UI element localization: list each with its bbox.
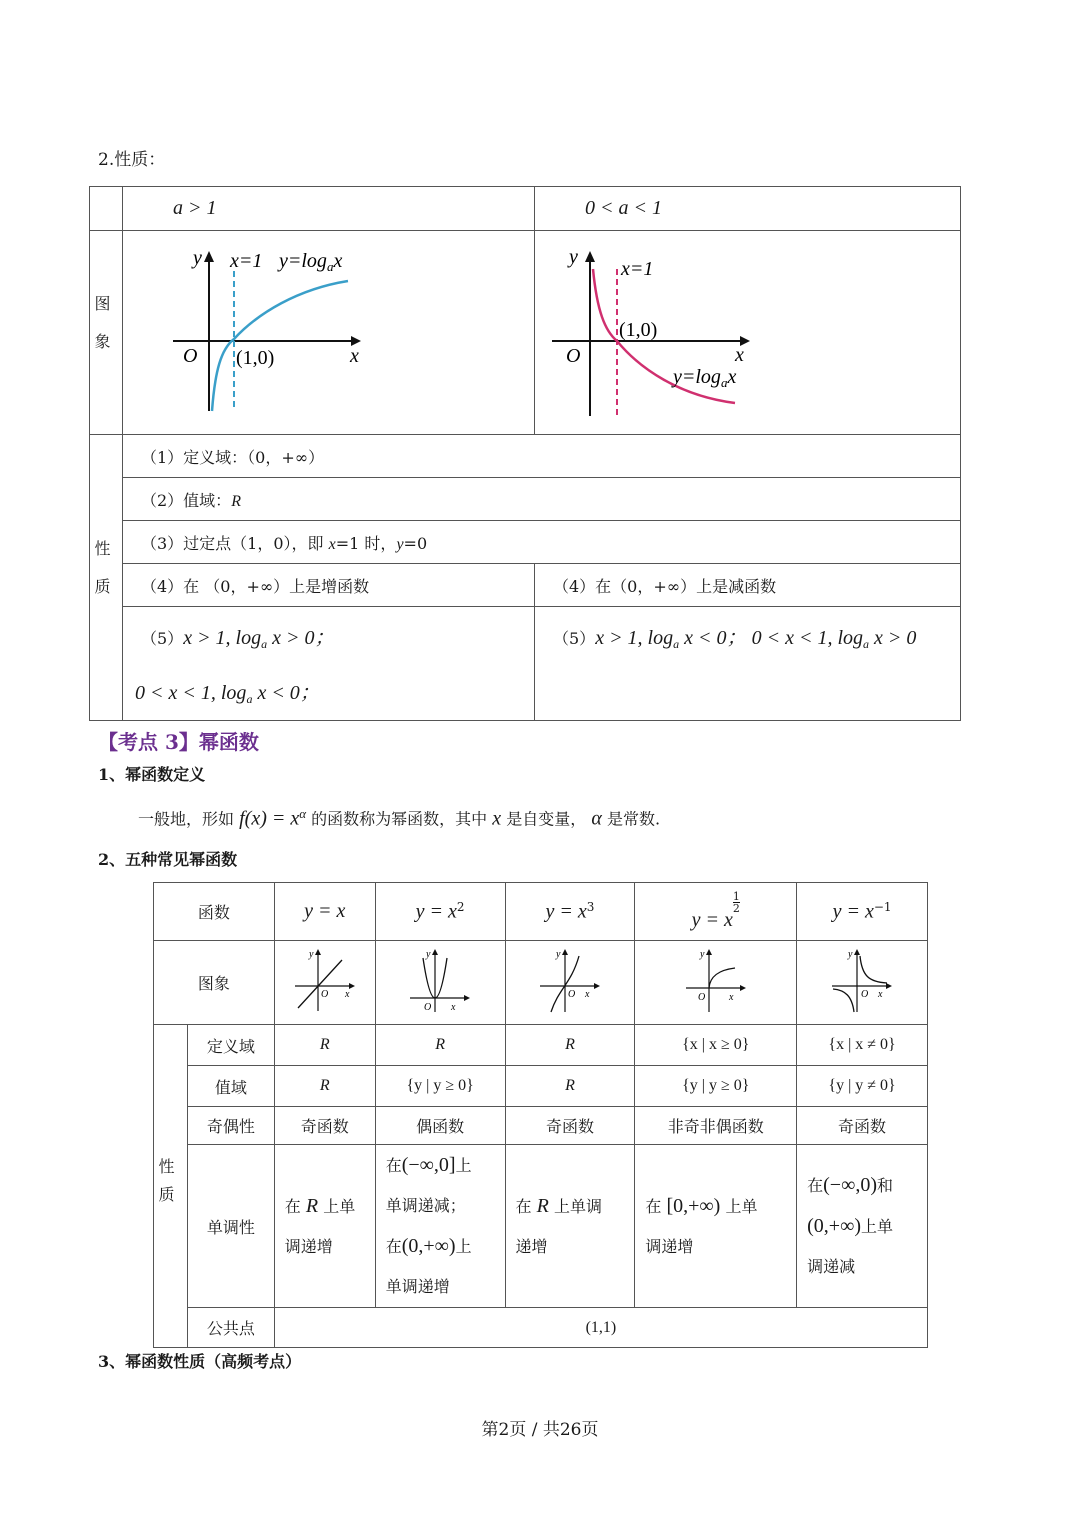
svg-text:y: y (555, 948, 561, 960)
arrow-icon (349, 983, 355, 989)
svg-text:y: y (699, 948, 705, 960)
mono-y-inverse: 在(−∞,0)和 (0,+∞)上单 调递减 (797, 1145, 928, 1308)
domain-value: R (505, 1025, 635, 1066)
graph-right-cell (535, 231, 961, 435)
graph-parabola (405, 946, 475, 1016)
five-functions-heading: 2、五种常见幂函数 (98, 850, 238, 869)
func-y-inverse: $y = x^{-1}$ (797, 883, 928, 941)
arrow-icon (315, 949, 321, 955)
log-graph-decreasing (535, 231, 960, 430)
header-a-gt-1: a > 1 (123, 187, 535, 231)
power-function-table (153, 882, 928, 1348)
arrow-icon (432, 949, 438, 955)
graph-y-x-cell (274, 941, 375, 1025)
parity-value: 非奇非偶函数 (635, 1107, 797, 1145)
x-label: x (350, 345, 359, 367)
point-label: (1,0) (619, 319, 658, 341)
range-value: {y | y ≥ 0} (375, 1066, 505, 1107)
svg-text:O: O (320, 988, 328, 1000)
svg-text:y: y (426, 948, 431, 960)
graph-left-cell (123, 231, 535, 435)
kaodian-title: 【考点 3】幂函数 (98, 730, 259, 754)
svg-text:x: x (584, 988, 590, 1000)
graph-y-x3-cell (505, 941, 635, 1025)
graph-linear (290, 946, 360, 1016)
prop-range: （2）值域：R (123, 478, 961, 521)
curve-label: $y=\log_ax$ (673, 366, 737, 390)
domain-value: R (375, 1025, 505, 1066)
graph-hyperbola (827, 946, 897, 1016)
func-y-sqrt: y = x $\frac{1}{2}$ (635, 883, 797, 941)
prop-monotonic-decreasing: （4）在（0，+∞）上是减函数 (535, 564, 961, 607)
range-value: R (505, 1066, 635, 1107)
mono-y-sqrt: 在 [0,+∞) 上单 调递增 (635, 1145, 797, 1308)
x-label: x (735, 344, 744, 366)
mono-y-x: 在 R 上单 调递增 (274, 1145, 375, 1308)
corner-cell (90, 187, 123, 231)
func-y-x: y = x (274, 883, 375, 941)
range-label: 值域 (187, 1066, 274, 1107)
prop-sign-right: （5）x > 1, $\log_a x < 0$； 0 < x < 1, $\log_a x > 0$ (535, 607, 961, 721)
domain-value: {x | x ≥ 0} (635, 1025, 797, 1066)
common-point-label: 公共点 (187, 1308, 274, 1348)
func-y-x3: $y = x^3$ (505, 883, 635, 941)
header-function: 函数 (154, 883, 275, 941)
row-label-graph: 图象 (90, 231, 123, 435)
arrow-icon (854, 949, 860, 955)
log-curve (212, 281, 348, 411)
graph-y-sqrt-cell (635, 941, 797, 1025)
monotonic-label: 单调性 (187, 1145, 274, 1308)
svg-text:x: x (878, 988, 883, 1000)
origin-label: O (566, 345, 581, 367)
arrow-icon (706, 949, 712, 955)
parity-value: 奇函数 (797, 1107, 928, 1145)
svg-text:y: y (848, 948, 853, 960)
log-property-table (89, 186, 961, 721)
graph-cubic (535, 946, 605, 1016)
mono-y-x3: 在 R 上单调 递增 (505, 1145, 635, 1308)
line-label: x=1 (621, 258, 654, 280)
svg-text:O: O (567, 988, 576, 1000)
svg-text:O: O (424, 1001, 432, 1013)
parity-value: 奇函数 (274, 1107, 375, 1145)
common-point-value: (1,1) (274, 1308, 927, 1348)
graph-y-x2-cell (375, 941, 505, 1025)
range-value: R (274, 1066, 375, 1107)
arrow-icon (464, 995, 470, 1001)
y-label: y (193, 247, 202, 269)
definition-heading: 1、幂函数定义 (98, 765, 206, 784)
mono-y-x2: 在(−∞,0]上 单调递减； 在(0,+∞)上 单调递增 (375, 1145, 505, 1308)
svg-text:O: O (697, 991, 705, 1003)
svg-text:y: y (308, 948, 314, 960)
svg-text:x: x (344, 988, 350, 1000)
y-label: y (569, 246, 578, 268)
header-a-lt-1: 0 < a < 1 (535, 187, 961, 231)
section-title: 2.性质： (98, 150, 166, 170)
graph-sqrt (681, 946, 751, 1016)
func-y-x2: $y = x^2$ (375, 883, 505, 941)
y-arrow-icon (585, 251, 595, 262)
point-label: (1,0) (236, 347, 275, 369)
curve-label: $y=\log_ax$ (279, 250, 343, 274)
line-label: x=1 (230, 250, 263, 272)
svg-text:O: O (861, 988, 869, 1000)
log-graph-increasing (123, 231, 534, 430)
domain-value: R (274, 1025, 375, 1066)
parity-label: 奇偶性 (187, 1107, 274, 1145)
domain-label: 定义域 (187, 1025, 274, 1066)
row-label-properties: 性质 (90, 435, 123, 721)
graph-y-inverse-cell (797, 941, 928, 1025)
prop-domain: （1）定义域：（0，+∞） (123, 435, 961, 478)
svg-text:x: x (451, 1001, 456, 1013)
fraction-exponent: $\frac{1}{2}$ (732, 890, 740, 915)
properties-heading: 3、幂函数性质（高频考点） (98, 1352, 302, 1371)
y-arrow-icon (204, 251, 214, 262)
range-value: {y | y ≠ 0} (797, 1066, 928, 1107)
arrow-icon (740, 985, 746, 991)
prop-fixed-point: （3）过定点（1，0），即 x=1 时，y=0 (123, 521, 961, 564)
arrow-icon (886, 983, 892, 989)
range-value: {y | y ≥ 0} (635, 1066, 797, 1107)
domain-value: {x | x ≠ 0} (797, 1025, 928, 1066)
header-graph: 图象 (154, 941, 275, 1025)
arrow-icon (562, 949, 568, 955)
parity-value: 偶函数 (375, 1107, 505, 1145)
definition-text: 一般地，形如 $f(x) = x^\alpha$ 的函数称为幂函数，其中 x 是自变量， α 是常数. (138, 806, 661, 830)
origin-label: O (183, 345, 198, 367)
prop-monotonic-increasing: （4）在 （0，+∞）上是增函数 (123, 564, 535, 607)
arrow-icon (594, 983, 600, 989)
page-footer: 第2页 / 共26页 (481, 1420, 599, 1440)
parity-value: 奇函数 (505, 1107, 635, 1145)
prop-sign-left: （5）x > 1, $\log_a x > 0$； 0 < x < 1, $\log_a x < 0$； (123, 607, 535, 721)
svg-text:x: x (728, 991, 734, 1003)
row-label-properties: 性质 (154, 1025, 188, 1348)
